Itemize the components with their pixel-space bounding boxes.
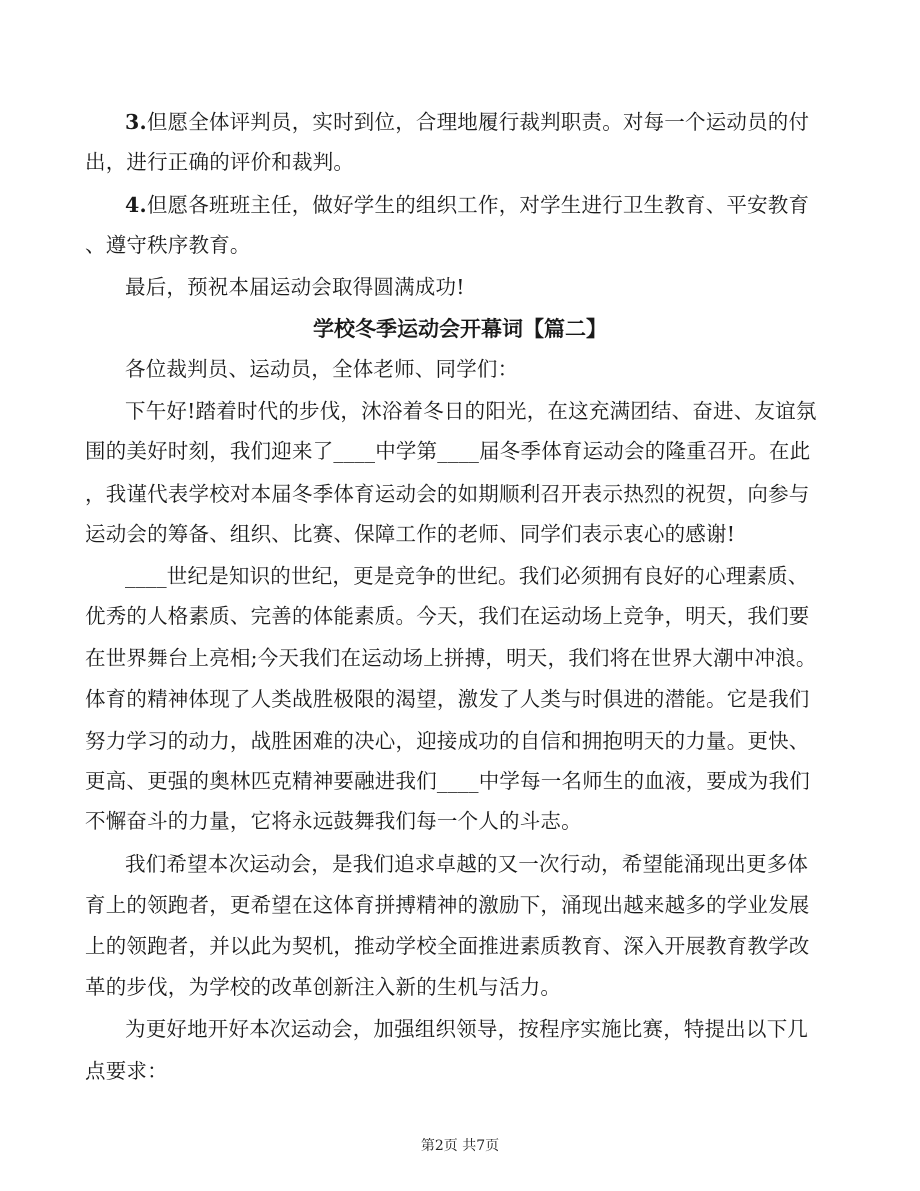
body-p3-line-2: 育上的领跑者，更希望在这体育拼搏精神的激励下，涌现出越来越多的学业发展 bbox=[85, 893, 810, 917]
section-title: 学校冬季运动会开幕词【篇二】 bbox=[313, 316, 607, 341]
body-p2-line-5: 努力学习的动力，战胜困难的决心，迎接成功的自信和拥抱明天的力量。更快、 bbox=[85, 729, 810, 753]
body-p4-line-2: 点要求： bbox=[85, 1059, 168, 1083]
page-footer: 第2页 共7页 bbox=[420, 1138, 500, 1154]
closing-line: 最后，预祝本届运动会取得圆满成功! bbox=[125, 275, 465, 299]
body-p2-line-6: 更高、更强的奥林匹克精神要融进我们____中学每一名师生的血液，要成为我们 bbox=[85, 769, 810, 793]
paragraph-3-line-1 bbox=[125, 109, 809, 135]
paragraph-4-line-1 bbox=[125, 192, 809, 218]
body-p3-line-4: 革的步伐，为学校的改革创新注入新的生机与活力。 bbox=[85, 975, 562, 999]
body-p1-line-3: ，我谨代表学校对本届冬季体育运动会的如期顺利召开表示热烈的祝贺，向参与 bbox=[85, 482, 810, 506]
body-p1-line-4: 运动会的筹备、组织、比赛、保障工作的老师、同学们表示衷心的感谢! bbox=[85, 522, 736, 546]
paragraph-4-number: 4. bbox=[125, 193, 147, 217]
body-p1-line-2: 围的美好时刻，我们迎来了____中学第____届冬季体育运动会的隆重召开。在此 bbox=[85, 439, 811, 463]
body-p4-line-1: 为更好地开好本次运动会，加强组织领导，按程序实施比赛，特提出以下几 bbox=[125, 1017, 809, 1041]
body-p2-line-3: 在世界舞台上亮相;今天我们在运动场上拼搏，明天，我们将在世界大潮中冲浪。 bbox=[85, 646, 817, 670]
paragraph-4-text: 但愿各班班主任，做好学生的组织工作，对学生进行卫生教育、平安教育 bbox=[146, 193, 810, 217]
paragraph-3-text: 但愿全体评判员，实时到位，合理地履行裁判职责。对每一个运动员的付 bbox=[146, 110, 810, 134]
paragraph-3-number: 3. bbox=[125, 110, 147, 134]
paragraph-4-line-2: 、遵守秩序教育。 bbox=[85, 233, 251, 257]
body-p3-line-3: 上的领跑者，并以此为契机，推动学校全面推进素质教育、深入开展教育教学改 bbox=[85, 934, 810, 958]
body-p2-line-4: 体育的精神体现了人类战胜极限的渴望，激发了人类与时俱进的潜能。它是我们 bbox=[85, 687, 810, 711]
body-p2-line-2: 优秀的人格素质、完善的体能素质。今天，我们在运动场上竞争，明天，我们要 bbox=[85, 604, 810, 628]
body-p3-line-1: 我们希望本次运动会，是我们追求卓越的又一次行动，希望能涌现出更多体 bbox=[125, 852, 809, 876]
salutation: 各位裁判员、运动员，全体老师、同学们： bbox=[125, 357, 519, 381]
body-p2-line-1: ____世纪是知识的世纪，更是竞争的世纪。我们必须拥有良好的心理素质、 bbox=[125, 564, 809, 588]
paragraph-3-line-2: 出，进行正确的评价和裁判。 bbox=[85, 150, 355, 174]
body-p1-line-1: 下午好!踏着时代的步伐，沐浴着冬日的阳光，在这充满团结、奋进、友谊氛 bbox=[125, 399, 817, 423]
body-p2-line-7: 不懈奋斗的力量，它将永远鼓舞我们每一个人的斗志。 bbox=[85, 809, 582, 833]
